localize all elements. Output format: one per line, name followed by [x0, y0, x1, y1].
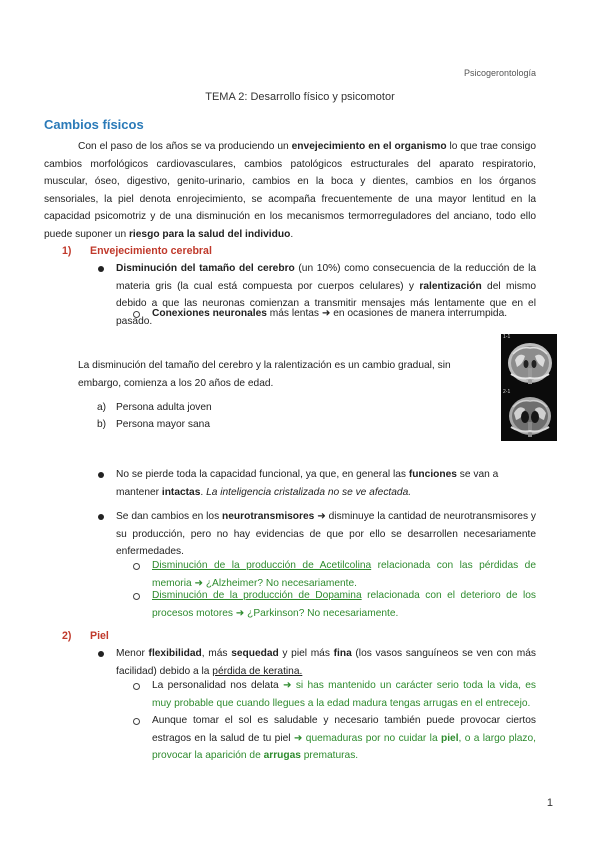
- list-item-healthy-elder: Persona mayor sana: [116, 419, 211, 430]
- page-title: TEMA 2: Desarrollo físico y psicomotor: [205, 91, 395, 103]
- subsection-heading-1: 1) Envejecimiento cerebral: [62, 245, 212, 257]
- sub-bullet-icon: [133, 593, 140, 600]
- sub-bullet-sun-exposure: Aunque tomar el sol es saludable y necesario también puede provocar ciertos estragos en la salud de tu piel ➜ quemaduras por no cuidar la piel, o a largo plazo, provocar la aparición de arrugas prematuras.: [152, 715, 536, 761]
- page-number: 1: [546, 797, 553, 809]
- list-marker-a: a): [97, 402, 107, 413]
- age-note: La disminución del tamaño del cerebro y la ralentización es un cambio gradual, sin embargo, comienza a los 20 años de edad.: [78, 360, 451, 389]
- bullet-functional-capacity: No se pierde toda la capacidad funcional, ya que, en general las funciones se van a mantener intactas. La inteligencia cristalizada no se ve afectada.: [116, 469, 499, 498]
- brain-scan-elder: [501, 389, 557, 441]
- sub-bullet-connections: Conexiones neuronales más lentas ➜ en ocasiones de manera interrumpida.: [152, 308, 508, 319]
- sub-bullet-icon: [133, 718, 140, 725]
- sub-bullet-icon: [133, 683, 140, 690]
- list-item-young-adult: Persona adulta joven: [116, 402, 212, 413]
- subsection-heading-2: 2) Piel: [62, 630, 109, 642]
- bullet-brain-size: Disminución del tamaño del cerebro (un 10%) como consecuencia de la reducción de la materia gris (la cual está compuesta por cuerpos celulares) y ralentización del mismo debido a que las neuronas comienzan a transmitir mensajes más lentamente que en el pasado.: [116, 263, 536, 327]
- bullet-skin-changes: Menor flexibilidad, más sequedad y piel más fina (los vasos sanguíneos se ven con más facilidad) debido a la pérdida de keratina.: [116, 648, 536, 677]
- bullet-icon: [98, 651, 104, 657]
- header-subject: Psicogerontología: [463, 68, 536, 78]
- intro-paragraph: Con el paso de los años se va produciendo un envejecimiento en el organismo lo que trae consigo cambios morfológicos cardiovasculares, cambios patológicos estructurales del aparato respiratorio, muscular, óseo, digestivo, genito-urinario, cambios en la boca y dientes, cambios en los órganos sensoriales, la piel denota enrojecimiento, se acompaña frecuentemente de una mayor lentitud en la capacidad psicomotriz y de una disminución en los mecanismos termorreguladores del anciano, todo ello puede suponer un riesgo para la salud del individuo.: [44, 141, 536, 240]
- scan-label-young: 1-1: [503, 334, 511, 340]
- bullet-icon: [98, 472, 104, 478]
- scan-label-elder: 2-1: [503, 389, 511, 395]
- list-marker-b: b): [97, 419, 107, 430]
- brain-scan-young: [501, 334, 557, 390]
- bullet-icon: [98, 514, 104, 520]
- bullet-neurotransmitters: Se dan cambios en los neurotransmisores ➜ disminuye la cantidad de neurotransmisores y su producción, pero no hay evidencias de que por ello se desarrollen necesariamente enfermedades.: [116, 511, 536, 557]
- sub-bullet-icon: [133, 563, 140, 570]
- sub-bullet-acetylcholine: Disminución de la producción de Acetilcolina relacionada con las pérdidas de memoria ➜ ¿Alzheimer? No necesariamente.: [152, 560, 536, 589]
- section-heading: Cambios físicos: [44, 117, 144, 132]
- sub-bullet-dopamine: Disminución de la producción de Dopamina relacionada con el deterioro de los procesos motores ➜ ¿Parkinson? No necesariamente.: [152, 590, 536, 619]
- sub-bullet-personality: La personalidad nos delata ➜ si has mantenido un carácter serio toda la vida, es muy probable que cuando llegues a la edad madura tengas arrugas en el entrecejo.: [152, 680, 536, 709]
- sub-bullet-icon: [133, 311, 140, 318]
- bullet-icon: [98, 266, 104, 272]
